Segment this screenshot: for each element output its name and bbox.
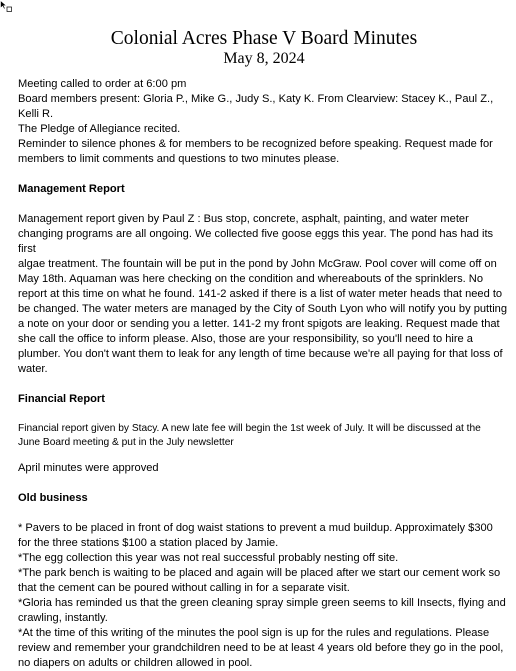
- minutes-document: [18, 28, 510, 671]
- list-item: no diapers on adults or children allowed in pool.: [18, 657, 253, 669]
- opening-section: [18, 77, 510, 167]
- management-body: [18, 212, 510, 377]
- financial-line: June Board meeting & put in the July newsletter: [18, 437, 234, 448]
- financial-heading: Financial Report: [18, 393, 105, 405]
- list-item: *The park bench is waiting to be placed and again will be placed after we start our cement work so: [18, 567, 501, 579]
- paragraph-line: Management report given by Paul Z : Bus stop, concrete, asphalt, painting, and water meter: [18, 213, 469, 225]
- old-business-heading: Old business: [18, 492, 88, 504]
- members-present: Board members present: Gloria P., Mike G., Judy S., Katy K. From Clearview: Stacey K., Paul Z.,: [18, 93, 494, 105]
- management-heading: Management Report: [18, 183, 125, 195]
- pledge-line: The Pledge of Allegiance recited.: [18, 123, 181, 135]
- list-item: for the three stations $100 a station placed by Jamie.: [18, 537, 279, 549]
- paragraph-line: algae treatment. The fountain will be put in the pond by John McGraw. Pool cover will come off on: [18, 258, 497, 270]
- paragraph-line: she call the office to inform please. Also, those are your responsibility, so you'll need to hire a: [18, 333, 473, 345]
- financial-body: [18, 422, 510, 450]
- paragraph-line: be changed. The water meters are managed by the City of South Lyon who will notify you by putting: [18, 303, 508, 315]
- paragraph-line: May 18th. Aquaman was here checking on the condition and whereabouts of the sprinklers. No: [18, 273, 483, 285]
- list-item: *The egg collection this year was not real successful probably nesting off site.: [18, 552, 399, 564]
- mouse-pointer-icon: [0, 0, 12, 14]
- paragraph-line: plumber. You don't want them to leak for any length of time because we're all paying for that loss of: [18, 348, 503, 360]
- list-item: *At the time of this writing of the minutes the pool sign is up for the rules and regulations. Please: [18, 627, 490, 639]
- members-present-cont: Kelli R.: [18, 108, 54, 120]
- call-to-order: Meeting called to order at 6:00 pm: [18, 78, 187, 90]
- document-title: Colonial Acres Phase V Board Minutes: [110, 28, 418, 49]
- paragraph-line: a note on your door or sending you a letter. 141-2 my front spigots are leaking. Request made that: [18, 318, 500, 330]
- list-item: that the cement can be poured without calling in for a separate visit.: [18, 582, 350, 594]
- reminder-line: Reminder to silence phones & for members to be recognized before speaking. Request made for: [18, 138, 493, 150]
- minutes-approved: April minutes were approved: [18, 462, 159, 474]
- reminder-line-cont: members to limit comments and questions to two minutes please.: [18, 153, 340, 165]
- financial-line: Financial report given by Stacy. A new late fee will begin the 1st week of July. It will be discussed at the: [18, 423, 481, 434]
- old-business-body: [18, 521, 510, 671]
- list-item: * Pavers to be placed in front of dog waist stations to prevent a mud buildup. Approximately $300: [18, 522, 493, 534]
- list-item: *Gloria has reminded us that the green cleaning spray simple green seems to kill Insects, flying and: [18, 597, 506, 609]
- document-date: May 8, 2024: [223, 50, 305, 67]
- list-item: review and remember your grandchildren need to be at least 4 years old before they go in the pool,: [18, 642, 504, 654]
- list-item: crawling, instantly.: [18, 612, 108, 624]
- paragraph-line: changing programs are all ongoing. We collected five goose eggs this year. The pond has had its first: [18, 228, 494, 255]
- paragraph-line: report at this time on what he found. 141-2 asked if there is a list of water meter heads that need to: [18, 288, 503, 300]
- paragraph-line: water.: [18, 363, 48, 375]
